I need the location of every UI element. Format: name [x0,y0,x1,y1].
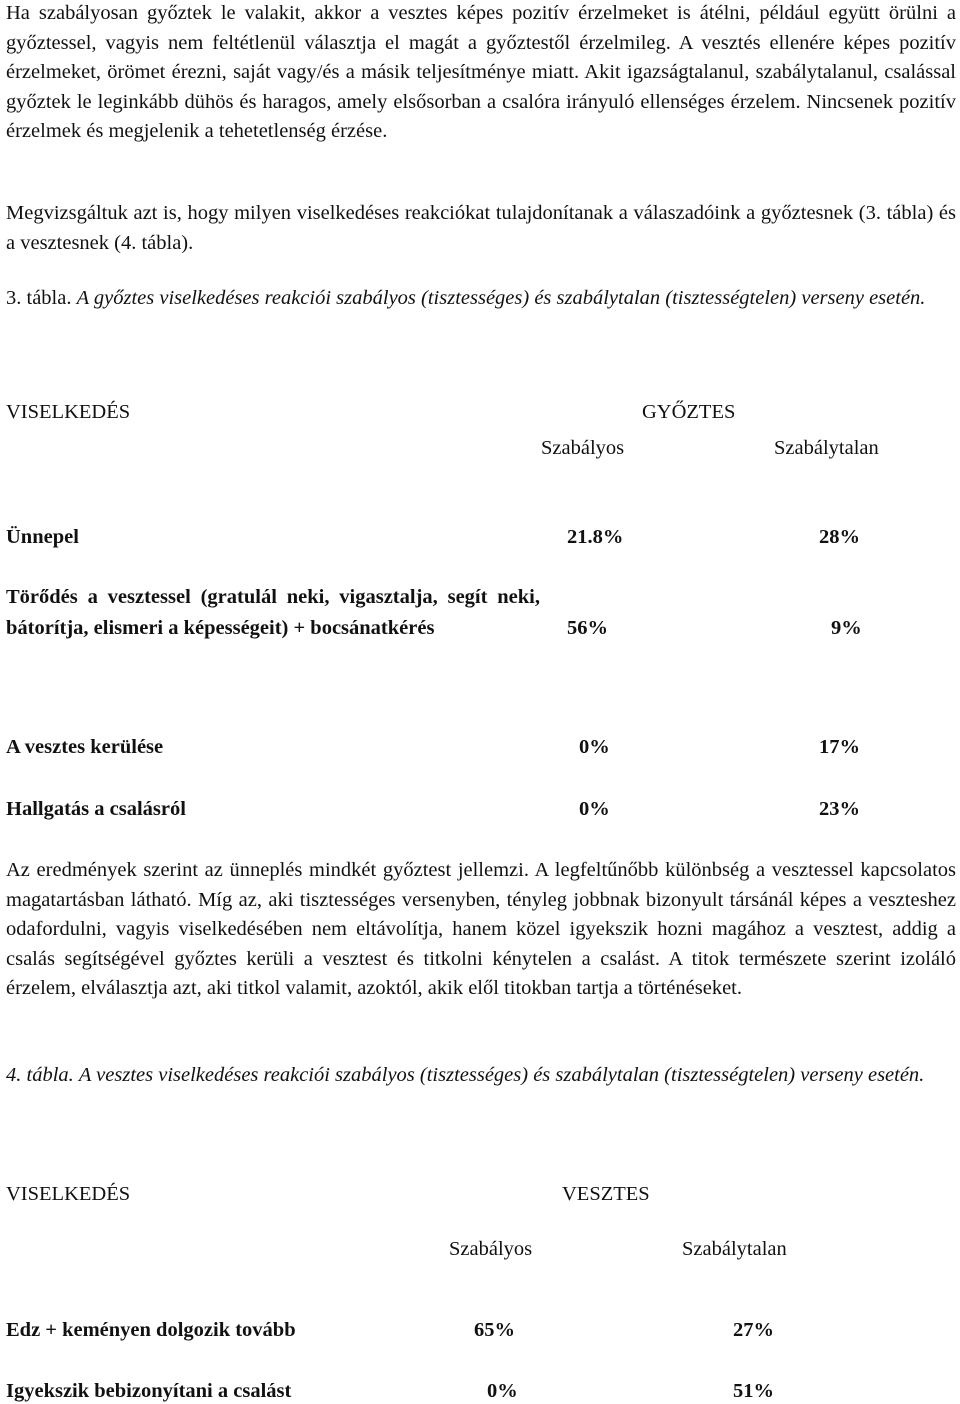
table3-header-winner: GYŐZTES [642,401,736,423]
table4-header-behavior: VISELKEDÉS [6,1183,131,1205]
paragraph-intro: Ha szabályosan győztek le valakit, akkor a vesztes képes pozitív érzelmeket is átélni, például együtt örülni a győztessel, vagyis nem feltétlenül választja el magát a győztestől érzelmileg. A vesztés ellenére képes pozitív érzelmeket, örömet érezni, saját vagy/és a másik teljesítménye miatt. Akit igazságtalanul, szabálytalanul, csalással győztek le leginkább dühös és haragos, amely elsősorban a csalóra irányuló ellenséges érzelem. Nincsenek pozitív érzelmek és megjelenik a tehetetlenség érzése. [6,2,956,143]
row-irregular-value: 17% [819,736,860,758]
row-irregular-value: 23% [819,798,860,820]
table3-caption-number: 3. tábla. [6,287,72,309]
row-irregular-value: 28% [819,526,860,548]
table3-caption-title: A győztes viselkedéses reakciói szabályos (tisztességes) és szabálytalan (tisztességtelen) verseny esetén. [76,287,926,309]
row-label: Ünnepel [6,526,79,548]
paragraph-results: Az eredmények szerint az ünneplés mindkét győztest jellemzi. A legfeltűnőbb különbség a vesztessel kapcsolatos magatartásban látható. Míg az, aki tisztességes versenyben, tényleg jobbnak bizonyult társánál képes a veszteshez odafordulni, vagyis viselkedésében nem eltávolítja, hanem közel igyekszik hozni magához a vesztest, addig a csalás segítségével győztes kerüli a vesztest és titkolni kénytelen a csalást. A titok természete szerint izoláló érzelem, elválasztja azt, aki titkol valamit, azoktól, akik elől titokban tartja a történéseket. [6,859,956,1000]
row-regular-value: 0% [579,736,610,758]
table3-header-irregular: Szabálytalan [774,437,879,459]
row-regular-value: 0% [487,1380,518,1402]
row-label: Törődés a vesztessel (gratulál neki, vigasztalja, segít neki, bátorítja, elismeri a képességeit) + bocsánatkérés [6,586,540,639]
table3-header-regular: Szabályos [541,437,625,459]
table4-caption-title: A vesztes viselkedéses reakciói szabályos (tisztességes) és szabálytalan (tisztességtelen) verseny esetén. [78,1064,925,1086]
table4-header-loser: VESZTES [562,1183,650,1205]
row-label: Hallgatás a csalásról [6,798,186,820]
table4-caption-number: 4. tábla. [6,1064,74,1086]
row-regular-value: 65% [474,1319,515,1341]
row-label: Edz + keményen dolgozik tovább [6,1319,296,1341]
row-regular-value: 21.8% [567,526,624,548]
table3-caption [6,284,956,314]
paragraph-method: Megvizsgáltuk azt is, hogy milyen viselkedéses reakciókat tulajdonítanak a válaszadóink a győztesnek (3. tábla) és a vesztesnek (4. tábla). [6,202,956,254]
row-irregular-value: 51% [733,1380,774,1402]
row-label: A vesztes kerülése [6,736,164,758]
row-regular-value: 0% [579,798,610,820]
table4-header-irregular: Szabálytalan [682,1238,787,1260]
table4-header-regular: Szabályos [449,1238,533,1260]
row-irregular-value: 9% [831,617,862,639]
row-regular-value: 56% [567,617,608,639]
table3-header-behavior: VISELKEDÉS [6,401,131,423]
row-label: Igyekszik bebizonyítani a csalást [6,1380,292,1402]
row-irregular-value: 27% [733,1319,774,1341]
table4-caption [6,1061,956,1091]
